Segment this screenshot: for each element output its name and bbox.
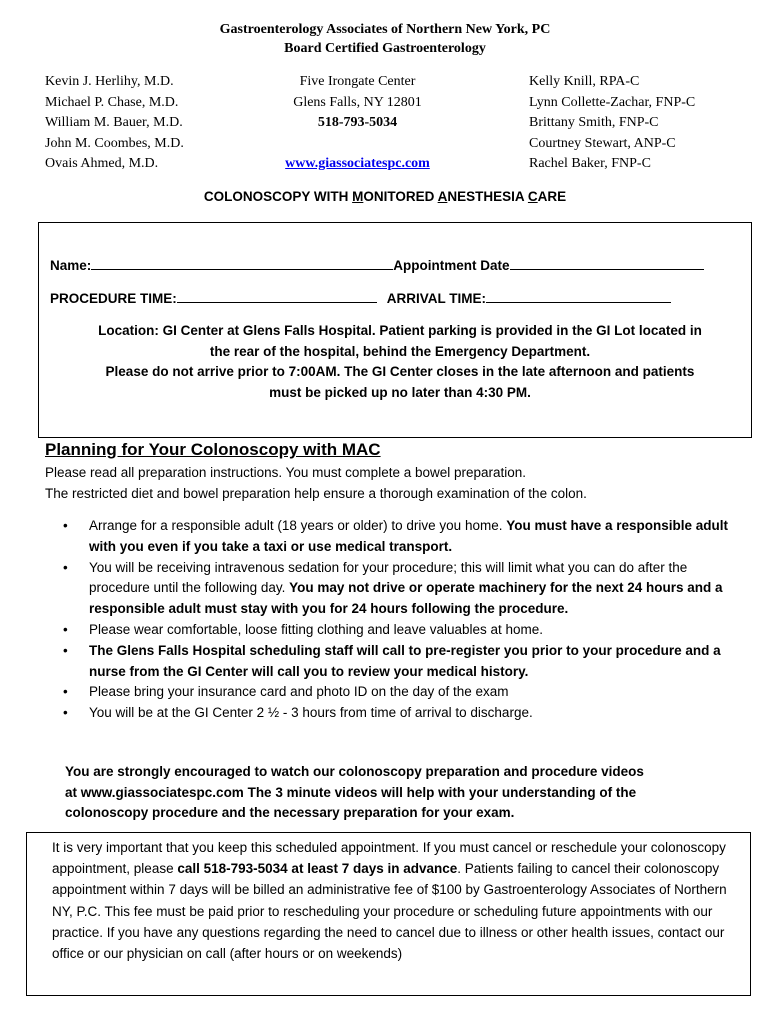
physician-name: Michael P. Chase, M.D. — [45, 94, 179, 110]
policy-text-bold: call 518-793-5034 at least 7 days in advance — [177, 861, 458, 877]
appointment-date-label: Appointment Date — [393, 258, 510, 273]
item-text: Arrange for a responsible adult (18 years or older) to drive you home. — [89, 518, 507, 533]
arrival-time-label: ARRIVAL TIME: — [386, 291, 487, 306]
provider-name: Brittany Smith, FNP-C — [529, 115, 659, 130]
physician-name: Kevin J. Herlihy, M.D. — [45, 74, 174, 89]
appointment-date-field[interactable] — [510, 257, 704, 270]
provider-name: Kelly Knill, RPA-C — [529, 74, 640, 89]
practice-subtitle: Board Certified Gastroenterology — [284, 41, 486, 56]
bullet-icon: • — [63, 518, 68, 533]
title-letter-m: M — [352, 189, 364, 204]
physician-name: Ovais Ahmed, M.D. — [45, 156, 159, 171]
arrival-time-field[interactable] — [486, 290, 671, 303]
name-date-row — [50, 257, 704, 273]
policy-text: . Patients failing to cancel their colonoscopy appointment within 7 days will be billed an administrative fee of $100 by Gastroenterology Associates of Northern NY, P.C. This fee must be paid prior to rescheduling your procedure or scheduling future appointments with our practice. If you have any questions regarding the need to cancel due to illness or other health issues, contact our office or our physician on call (after hours or on weekends) — [52, 861, 727, 962]
location-line: Location: GI Center at Glens Falls Hospital. Patient parking is provided in the GI Lot located in — [98, 323, 702, 338]
name-field[interactable] — [91, 257, 393, 270]
physician-name: William M. Bauer, M.D. — [45, 115, 183, 130]
list-item — [60, 558, 740, 620]
item-text: You will be at the GI Center 2 ½ - 3 hours from time of arrival to discharge. — [89, 705, 533, 721]
provider-name: Rachel Baker, FNP-C — [529, 156, 651, 171]
practice-phone: 518-793-5034 — [317, 115, 398, 130]
video-note — [65, 762, 755, 824]
policy-text: It is very important that you keep this scheduled appointment. If you must cancel or reschedule your colonoscopy appointment, please — [52, 840, 726, 877]
planning-heading: Planning for Your Colonoscopy with MAC — [45, 440, 381, 459]
list-item — [60, 682, 740, 703]
intro-line: The restricted diet and bowel preparation help ensure a thorough examination of the colon. — [45, 485, 587, 501]
planning-intro — [45, 463, 587, 504]
location-line: must be picked up no later than 4:30 PM. — [269, 384, 531, 400]
provider-list — [529, 72, 695, 175]
practice-name: Gastroenterology Associates of Northern New York, PC — [219, 22, 551, 37]
practice-address — [270, 72, 445, 175]
address-line1: Five Irongate Center — [299, 74, 416, 89]
video-note-line: at www.giassociatespc.com The 3 minute videos will help with your understanding of the — [65, 784, 637, 800]
website-link[interactable]: www.giassociatespc.com — [285, 156, 430, 171]
location-line: Please do not arrive prior to 7:00AM. The GI Center closes in the late afternoon and patients — [105, 364, 695, 379]
title-part: COLONOSCOPY WITH — [203, 189, 349, 204]
physician-list — [45, 72, 184, 175]
bullet-icon: • — [63, 642, 68, 658]
provider-name: Lynn Collette-Zachar, FNP-C — [529, 94, 696, 110]
procedure-time-label: PROCEDURE TIME: — [50, 291, 177, 306]
item-text: You will be receiving intravenous sedation for your procedure; this will limit what you can do after the procedure until the following day. — [89, 559, 688, 596]
document-title — [0, 189, 770, 204]
title-part: ONITORED — [363, 189, 435, 204]
location-instructions — [50, 321, 750, 403]
location-line: the rear of the hospital, behind the Emergency Department. — [209, 343, 591, 359]
address-line2: Glens Falls, NY 12801 — [293, 94, 422, 110]
cancellation-policy-box — [26, 832, 751, 996]
bullet-icon: • — [63, 684, 68, 700]
title-letter-c: C — [527, 189, 538, 204]
letterhead-title — [0, 20, 770, 58]
bullet-icon: • — [63, 621, 68, 637]
title-letter-a: A — [437, 189, 448, 204]
title-part: NESTHESIA — [447, 189, 525, 204]
video-note-line: You are strongly encouraged to watch our colonoscopy preparation and procedure videos — [65, 764, 644, 779]
list-item — [60, 641, 740, 683]
video-note-line: colonoscopy procedure and the necessary preparation for your exam. — [65, 805, 515, 820]
list-item — [60, 703, 740, 724]
instruction-list — [60, 516, 740, 724]
name-label: Name: — [50, 258, 92, 273]
item-text-bold: The Glens Falls Hospital scheduling staff will call to pre-register you prior to your procedure and a nurse from the GI Center will call you to review your medical history. — [89, 642, 721, 679]
physician-name: John M. Coombes, M.D. — [45, 135, 184, 151]
title-part: ARE — [537, 189, 567, 204]
bullet-icon: • — [63, 559, 68, 575]
intro-line: Please read all preparation instructions. You must complete a bowel preparation. — [45, 465, 527, 480]
procedure-time-field[interactable] — [177, 290, 377, 303]
provider-name: Courtney Stewart, ANP-C — [529, 135, 676, 151]
list-item — [60, 620, 740, 641]
bullet-icon: • — [63, 705, 68, 721]
item-text: Please bring your insurance card and photo ID on the day of the exam — [89, 684, 509, 700]
list-item — [60, 516, 740, 558]
item-text-bold: You may not drive or operate machinery for the next 24 hours and a responsible adult must stay with you for 24 hours following the procedure. — [89, 580, 723, 617]
item-text: Please wear comfortable, loose fitting clothing and leave valuables at home. — [89, 621, 544, 637]
time-row — [50, 290, 671, 306]
item-text-bold: You must have a responsible adult with you even if you take a taxi or use medical transport. — [89, 518, 729, 554]
spacer — [270, 134, 445, 155]
